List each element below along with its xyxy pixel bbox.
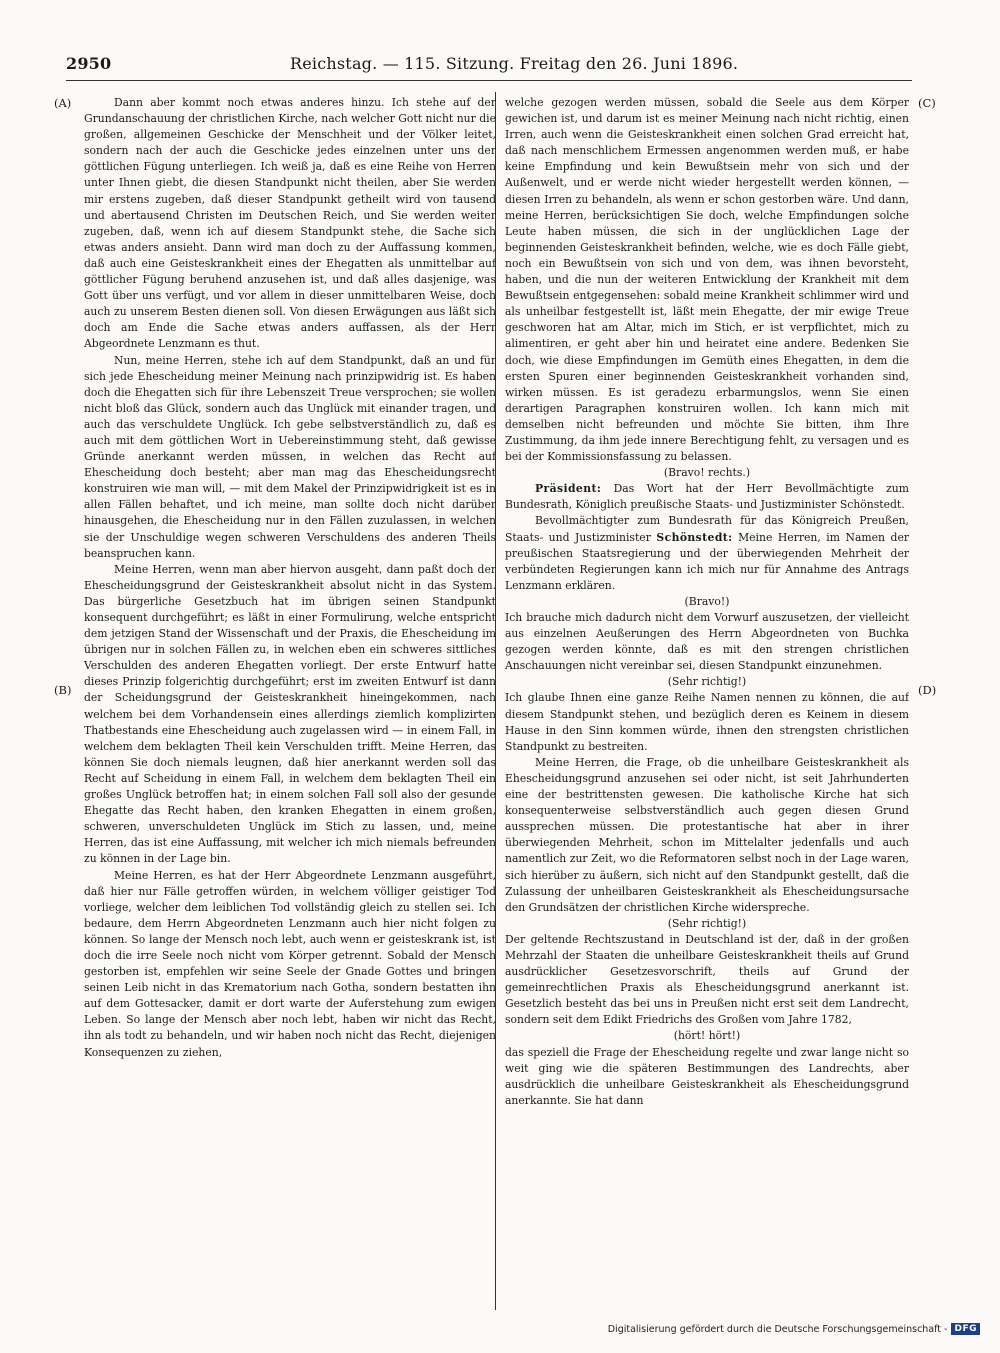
paragraph: Nun, meine Herren, stehe ich auf dem Standpunkt, daß an und für sich jede Ehescheidung meiner Meinung nach prinzipwidrig ist. Es haben doch die Ehegatten sich für ihre Lebenszeit Treue versprochen; sie wollen nicht bloß das Glück, sondern auch das Unglück mit einander tragen, und auch das verschuldete Unglück. Ich gebe selbstverständlich zu, daß es auch mit dem göttlichen Wort in Uebereinstimmung steht, daß gewisse Gründe anerkannt werden müssen, in welchen das Recht auf Ehescheidung doch besteht; aber man mag das Ehescheidungsrecht konstruiren wie man will, — mit dem Makel der Prinzipwidrigkeit ist es in allen Fällen behaftet, und ich meine, man sollte doch nicht darüber hinausgehen, die Ehescheidung nur in den Fällen zuzulassen, in welchen sie der Unschuldige wegen schweren Verschuldens des anderen Theils beanspruchen kann. bbox=[84, 353, 496, 560]
right-column bbox=[505, 95, 909, 1305]
margin-marker-a: (A) bbox=[54, 96, 72, 110]
header-rule bbox=[66, 80, 912, 81]
footer-text: Digitalisierung gefördert durch die Deutsche Forschungsgemeinschaft - bbox=[607, 1323, 948, 1335]
president-paragraph bbox=[505, 481, 909, 513]
interjection: (Bravo! rechts.) bbox=[663, 466, 751, 480]
interjection: (Bravo!) bbox=[684, 594, 730, 608]
paragraph: Meine Herren, die Frage, ob die unheilbare Geisteskrankheit als Ehescheidungsgrund anzusehen sei oder nicht, ist seit Jahrhunderten eine der bestrittensten gewesen. Die katholische Kirche hat sich konsequenterweise selbstverständlich auch gegen diesen Grund aussprechen müssen. Die protestantische hat aber in ihrer überwiegenden Mehrheit, schon im Mittelalter jedenfalls und auch namentlich zur Zeit, wo die Reformatoren selbst noch in der Lage waren, sich hierüber zu äußern, sich nicht auf den Standpunkt gestellt, daß die Zulassung der unheilbaren Geisteskrankheit als Ehescheidungsursache den Grundsätzen der christlichen Kirche widerspreche. bbox=[505, 755, 909, 914]
speaker-label: Präsident: bbox=[535, 482, 602, 496]
speaker-intro: Bevollmächtigter zum Bundesrath für das Königreich Preußen, Staats- und Justizminister bbox=[505, 514, 909, 544]
dfg-logo: DFG bbox=[951, 1323, 980, 1335]
digitization-footer bbox=[608, 1323, 980, 1335]
margin-marker-b: (B) bbox=[54, 683, 72, 697]
page-header bbox=[66, 54, 904, 80]
margin-marker-d: (D) bbox=[918, 683, 937, 697]
speech-text: Das Wort hat der Herr Bevollmächtigte zum Bundesrath, Königlich preußische Staats- und Justizminister Schönstedt. bbox=[505, 482, 909, 512]
paragraph: Meine Herren, wenn man aber hiervon ausgeht, dann paßt doch der Ehescheidungsgrund der Geisteskrankheit absolut nicht in das System. Das bürgerliche Gesetzbuch hat im übrigen seinen Standpunkt konsequent durchgeführt; es läßt in einer Formulirung, welche entspricht dem jetzigen Stand der Wissenschaft und der Praxis, die Ehescheidung im übrigen nur in solchen Fällen zu, in welchen eben ein schweres sittliches Verschulden des anderen Ehegatten vorliegt. Der erste Entwurf hatte dieses Prinzip folgerichtig durchgeführt; erst im zweiten Entwurf ist dann der Scheidungsgrund der Geisteskrankheit hineingekommen, nach welchem bei dem Vorhandensein eines allerdings ziemlich komplizirten Thatbestands eine Ehescheidung auch zugelassen wird — in einem Fall, in welchem dem beklagten Theil kein Verschulden trifft. Meine Herren, das können Sie doch niemals leugnen, daß hier anerkannt werden soll das Recht auf Scheidung in einem Fall, in welchem dem beklagten Theil ein großes Unglück betroffen hat; in einem solchen Fall soll also der gesunde Ehegatte das Recht haben, den kranken Ehegatten in einem großen, schweren, unverschuldeten Unglück im Stich zu lassen, und, meine Herren, das ist eine Auffassung, mit welcher ich mich niemals befreunden zu können in der Lage bin. bbox=[84, 562, 496, 866]
paragraph: Dann aber kommt noch etwas anderes hinzu. Ich stehe auf der Grundanschauung der christlichen Kirche, nach welcher Gott nicht nur die großen, allgemeinen Geschicke der Menschheit und der Völker leitet, sondern nach der auch die Geschicke jedes einzelnen unter uns der göttlichen Fügung unterliegen. Ich weiß ja, daß es eine Reihe von Herren unter Ihnen giebt, die diesen Standpunkt nicht theilen, aber Sie werden mir erstens zugeben, daß dieser Standpunkt getheilt wird von tausend und abertausend Christen im Deutschen Reich, und Sie werden weiter zugeben, daß, wenn ich auf diesem Standpunkt stehe, die Sache sich etwas anders ansieht. Dann wird man doch zu der Auffassung kommen, daß auch eine Geisteskrankheit eines der Ehegatten als unmittelbar auf göttlicher Fügung beruhend anzusehen ist, und daß alles dasjenige, was Gott über uns verfügt, und vor allem in dieser unmittelbaren Weise, doch auch zu unserem Besten dienen soll. Von diesen Erwägungen aus läßt sich doch am Ende die Sache etwas anders auffassen, als der Herr Abgeordnete Lenzmann es thut. bbox=[84, 96, 496, 351]
interjection: (Sehr richtig!) bbox=[667, 916, 747, 930]
paragraph: Meine Herren, es hat der Herr Abgeordnete Lenzmann ausgeführt, daß hier nur Fälle getroffen würden, in welchem völliger geistiger Tod vorliege, welcher dem leiblichen Tod vollständig gleich zu stellen sei. Ich bedaure, dem Herrn Abgeordneten Lenzmann auch hier nicht folgen zu können. So lange der Mensch noch lebt, auch wenn er geisteskrank ist, ist doch die irre Seele noch nicht vom Körper getrennt. Sobald der Mensch gestorben ist, empfehlen wir seine Seele der Gnade Gottes und bringen seinen Leib nicht in das Krematorium nach Gotha, sondern bestatten ihn auf dem Gottesacker, damit er dort warte der Auferstehung zum ewigen Leben. So lange der Mensch aber noch lebt, haben wir nicht das Recht, ihn als todt zu behandeln, und wir haben noch nicht das Recht, diejenigen Konsequenzen zu ziehen, bbox=[84, 868, 496, 1059]
paragraph: Ich glaube Ihnen eine ganze Reihe Namen nennen zu können, die auf diesem Standpunkt stehen, und bezüglich deren es Keinem in diesem Hause in den Sinn kommen würde, ihnen den strengsten christlichen Standpunkt zu bestreiten. bbox=[505, 691, 909, 753]
speech-text: Meine Herren, im Namen der preußischen Staatsregierung und der überwiegenden Mehrheit der verbündeten Regierungen kann ich mich nur für Annahme des Antrags Lenzmann erklären. bbox=[505, 530, 909, 592]
running-title: Reichstag. — 115. Sitzung. Freitag den 26. Juni 1896. bbox=[290, 54, 739, 73]
page-number: 2950 bbox=[66, 54, 112, 73]
paragraph: Der geltende Rechtszustand in Deutschland ist der, daß in der großen Mehrzahl der Staaten die unheilbare Geisteskrankheit theils auf Grund ausdrücklicher Gesetzesvorschrift, theils auf Grund der gemeinrechtlichen Praxis als Ehescheidungsgrund anerkannt ist. Gesetzlich besteht das bei uns in Preußen nicht erst seit dem Landrecht, sondern seit dem Edikt Friedrichs des Großen vom Jahre 1782, bbox=[505, 932, 909, 1027]
interjection: (Sehr richtig!) bbox=[667, 675, 747, 689]
paragraph: Ich brauche mich dadurch nicht dem Vorwurf auszusetzen, der vielleicht aus einzelnen Aeußerungen des Herrn Abgeordneten von Buchka gezogen werden könnte, daß es mit den strengen christlichen Anschauungen nicht vereinbar sei, diesen Standpunkt einzunehmen. bbox=[505, 611, 909, 673]
paragraph: das speziell die Frage der Ehescheidung regelte und zwar lange nicht so weit ging wie die späteren Bestimmungen des Landrechts, aber ausdrücklich die unheilbare Geisteskrankheit als Ehescheidungsgrund anerkannte. Sie hat dann bbox=[505, 1045, 909, 1107]
minister-paragraph bbox=[505, 513, 909, 593]
interjection: (hört! hört!) bbox=[673, 1029, 741, 1043]
left-column bbox=[84, 95, 496, 1305]
margin-marker-c: (C) bbox=[918, 96, 936, 110]
speaker-name: Schönstedt: bbox=[656, 530, 733, 544]
paragraph: welche gezogen werden müssen, sobald die Seele aus dem Körper gewichen ist, und darum ist es meiner Meinung nach nicht richtig, einen Irren, auch wenn die Geisteskrankheit einen solchen Grad erreicht hat, daß nach menschlichem Ermessen angenommen werden muß, er habe keine Empfindung und kein Bewußtsein mehr von sich und der Außenwelt, und er werde nicht wieder hergestellt werden können, — diesen Irren zu behandeln, als wenn er schon gestorben wäre. Und dann, meine Herren, berücksichtigen Sie doch, welche Empfindungen solche Leute haben müssen, die sich in der unglücklichen Lage der beginnenden Geisteskrankheit befinden, welche, wie es doch Fälle giebt, noch ein Bewußtsein von sich und von dem, was ihnen bevorsteht, haben, und die nun der weiteren Entwicklung der Krankheit mit dem Bewußtsein entgegensehen: sobald meine Krankheit schlimmer wird und als unheilbar festgestellt ist, läßt mein Ehegatte, der mir ewige Treue geschworen hat am Altar, mich im Stich, er ist verpflichtet, mich zu alimentiren, er geht aber hin und heiratet eine andere. Bedenken Sie doch, wie diese Empfindungen im Gemüth eines Ehegatten, in dem die ersten Spuren einer beginnenden Geisteskrankheit vorhanden sind, wirken müssen. Es ist geradezu erbarmungslos, wenn Sie einen derartigen Paragraphen konstruiren wollen. Ich kann mich mit demselben nicht befreunden und möchte Sie bitten, ihm Ihre Zustimmung, da ihm jede innere Berechtigung fehlt, zu versagen und es bei der Kommissionsfassung zu belassen. bbox=[505, 96, 909, 464]
